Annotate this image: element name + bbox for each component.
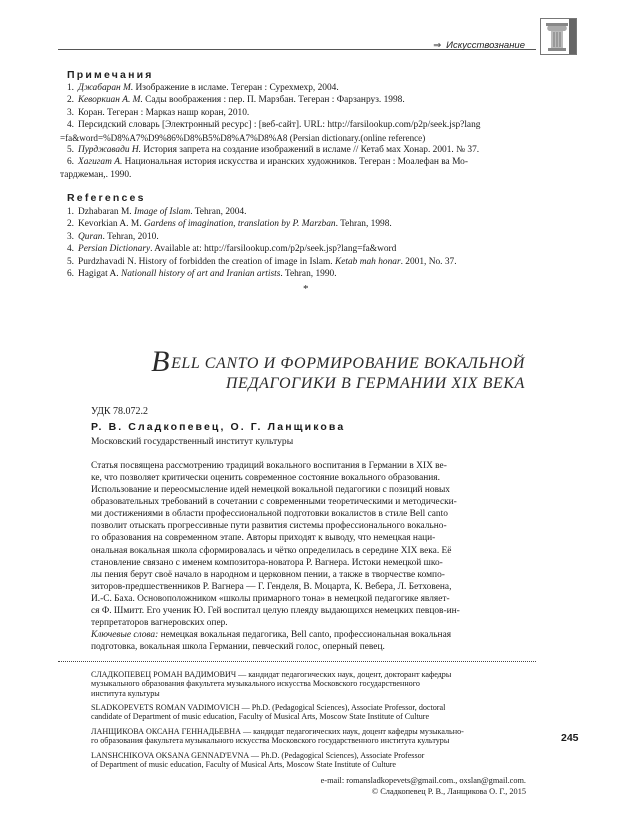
keywords: Ключевые слова: немецкая вокальная педагогика, Bell canto, профессиональная вокальная: [91, 630, 452, 641]
notes-heading: Примечания: [67, 69, 154, 81]
abstract-line: лы пения берут своё начало в народном и церковном пении, а также в творчестве компо-: [91, 569, 445, 580]
article-title-line2: ПЕДАГОГИКИ В ГЕРМАНИИ XIX ВЕКА: [225, 375, 525, 392]
divider: [58, 661, 536, 662]
abstract-line: ся Ф. Шмитт. Его ученик Ю. Гей воспитал целую плеяду выдающихся немецких певцов-ин-: [91, 605, 460, 616]
reference-item: 4. Persian Dictionary. Available at: http://farsilookup.com/p2p/seek.jsp?lang=fa&word: [66, 244, 397, 255]
abstract-line: ми достижениями в области профессиональной подготовки вокалистов в стиле Bell canto: [91, 509, 448, 520]
institution: Московский государственный институт культуры: [91, 436, 294, 447]
reference-item: 3. Quran. Tehran, 2010.: [66, 231, 159, 242]
abstract-line: зиторов-предшественников Р. Вагнера — Г. Генделя, В. Моцарта, К. Вебера, Л. Бетховена,: [91, 581, 452, 592]
abstract-line: позволит отыскать прогрессивные пути развития системы профессионального вокально-: [91, 521, 447, 532]
abstract-line: образовательных требований в сочетании с современными теоретическими и методически-: [91, 497, 457, 508]
reference-item: 5. Purdzhavadi N. History of forbidden the creation of image in Islam. Ketab mah honar. 2001, No. 37.: [66, 256, 457, 267]
note-item: 3. Коран. Тегеран : Марказ нашр коран, 2010.: [66, 107, 250, 118]
abstract-line: ональная вокальная школа сформировалась и чётко определилась в середине XIX века. Её: [91, 545, 452, 556]
running-header: [433, 40, 525, 51]
article-title-line1: BELL CANTO И ФОРМИРОВАНИЕ ВОКАЛЬНОЙ: [151, 345, 525, 378]
note-item: 2. Кеворкиан А. М. Сады воображения : пер. П. Марзбан. Тегеран : Фарзанруз. 1998.: [66, 95, 405, 106]
page-number: 245: [561, 732, 579, 744]
keywords-continuation: подготовка, вокальная школа Германии, певческий голос, оперный певец.: [91, 642, 385, 653]
references-list: [60, 206, 457, 280]
note-item-continuation: =fa&word=%D8%A7%D9%86%D8%B5%D8%A7%D8%A8 (Persian dictionary.(online reference): [60, 132, 426, 143]
arrow-icon: ⇒: [433, 40, 442, 51]
keywords-label: Ключевые слова:: [91, 630, 159, 641]
references-heading: References: [67, 192, 146, 204]
abstract-line: Статья посвящена рассмотрению традиций вокального воспитания в Германии в XIX ве-: [91, 461, 447, 471]
note-item: 1. Джабаран М. Изображение в исламе. Тегеран : Сурехмехр, 2004.: [66, 83, 339, 93]
section-title: Искусствознание: [446, 40, 525, 51]
udk-code: УДК 78.072.2: [91, 406, 149, 417]
copyright: © Сладкопевец Р. В., Ланщикова О. Г., 2015: [371, 787, 526, 796]
reference-item: 2. Kevorkian A. M. Gardens of imagination, translation by P. Marzban. Tehran, 1998.: [66, 219, 392, 230]
reference-item: 6. Hagigat A. Nationall history of art and Iranian artists. Tehran, 1990.: [66, 269, 337, 280]
abstract-line: ке, что позволяет критически оценить современное состояние вокального образования.: [91, 473, 440, 484]
abstract-line: И.-С. Баха. Основоположником «школы примарного тона» в немецкой педагогике являет-: [91, 593, 450, 604]
note-item-continuation: тарджеман,. 1990.: [60, 169, 132, 180]
abstract-line: терпретаторов вагнеровских опер.: [91, 618, 228, 629]
note-item: 5. Пурджавади Н. История запрета на создание изображений в исламе // Кетаб мах Хонар. 2001. № 37.: [66, 145, 480, 156]
abstract-line: становление связано с именем композитора-новатора Р. Вагнера. Истоки немецкой шко-: [91, 557, 443, 568]
author-bio: СЛАДКОПЕВЕЦ РОМАН ВАДИМОВИЧ — кандидат педагогических наук, доцент, докторант кафедры музыкального образования факультета музыкального искусства Московского государственного института культуры: [91, 670, 452, 698]
notes-list: [60, 82, 480, 181]
author-bio: LANSHCHIKOVA OKSANA GENNAD'EVNA — Ph.D. (Pedagogical Sciences), Associate Professor of Department of music education, Faculty of Musical Arts, Moscow State Institute of Culture: [91, 751, 425, 770]
author-bio: SLADKOPEVETS ROMAN VADIMOVICH — Ph.D. (Pedagogical Sciences), Associate Professor, doctoral candidate of Department of music education, Faculty of Musical Arts, Moscow State Institute of Culture: [91, 703, 446, 722]
abstract: [91, 460, 531, 653]
note-item: 4. Персидский словарь [Электронный ресурс] : [веб-сайт]. URL: http://farsilookup.com/p2p/seek.jsp?lang: [66, 120, 481, 131]
author-bio: ЛАНЩИКОВА ОКСАНА ГЕННАДЬЕВНА — кандидат педагогических наук, доцент кафедры музыкально- го образования факультета музыкального искусства Московского государственного института культуры: [91, 727, 464, 746]
abstract-line: Использование и переосмысление идей немецкой вокальной педагогики с позиций новых: [91, 485, 450, 496]
abstract-line: го образования на современном этапе. Авторы приходят к выводу, что немецкая наци-: [91, 533, 436, 544]
separator-asterisk: *: [303, 283, 309, 295]
reference-item: 1. Dzhabaran M. Image of Islam. Tehran, 2004.: [66, 207, 247, 217]
authors: Р. В. Сладкопевец, О. Г. Ланщикова: [91, 421, 346, 433]
contact-email: e-mail: romansladkopevets@gmail.com., oxslan@gmail.com.: [320, 776, 526, 785]
title-drop-cap: B: [151, 345, 171, 378]
note-item: 6. Хагигат А. Национальная история искусства и иранских художников. Тегеран : Моалефан ва Мо-: [66, 157, 468, 168]
journal-logo-icon: [540, 18, 577, 55]
